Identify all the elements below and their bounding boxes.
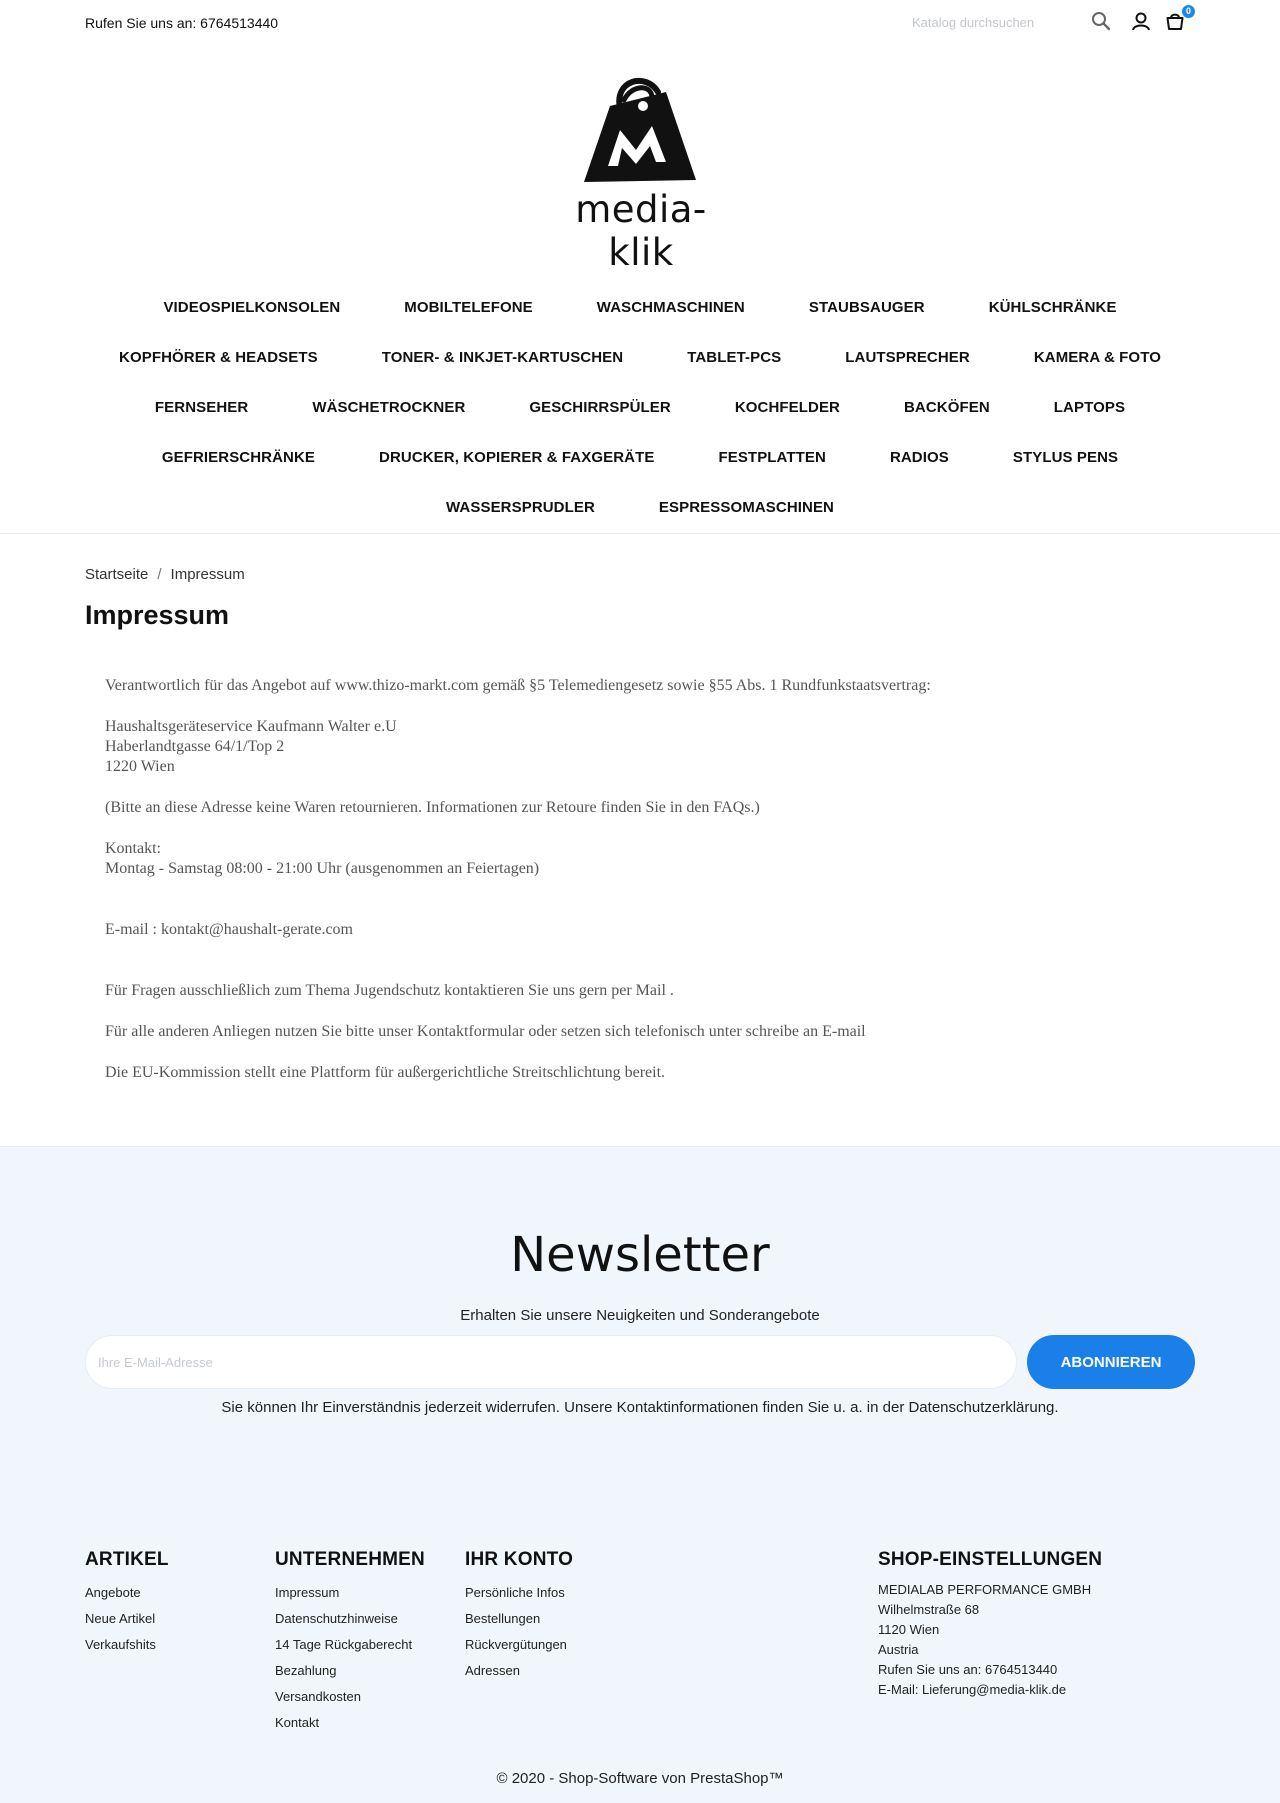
footer-link-versandkosten[interactable]: Versandkosten [275, 1689, 362, 1704]
nav-item-radios[interactable]: RADIOS [889, 448, 949, 466]
search-icon[interactable] [1088, 8, 1114, 34]
shop-country: Austria [878, 1642, 919, 1657]
contact-phone: Rufen Sie uns an: 6764513440 [85, 15, 279, 31]
nav-item-waeschetrockner[interactable]: WÄSCHETROCKNER [312, 398, 466, 416]
shop-city: 1120 Wien [878, 1622, 940, 1637]
content-line: Haberlandtgasse 64/1/Top 2 [105, 738, 285, 755]
nav-item-stylus-pens[interactable]: STYLUS PENS [1012, 448, 1119, 466]
newsletter-email-input[interactable] [85, 1335, 1017, 1389]
nav-item-drucker-kopierer-faxgeraete[interactable]: DRUCKER, KOPIERER & FAXGERÄTE [379, 448, 655, 466]
footer-link-neue-artikel[interactable]: Neue Artikel [85, 1611, 156, 1626]
shop-email: E-Mail: Lieferung@media-klik.de [878, 1682, 1067, 1697]
nav-row [0, 482, 1280, 532]
footer-link-bezahlung[interactable]: Bezahlung [275, 1663, 337, 1678]
nav-item-mobiltelefone[interactable]: MOBILTELEFONE [404, 298, 533, 316]
content-line: Verantwortlich für das Angebot auf www.thizo-markt.com gemäß §5 Telemediengesetz sowie §55 Abs. 1 Rundfunkstaatsvertrag: [105, 677, 931, 694]
footer [0, 1501, 1280, 1803]
footer-column-shop-einstellungen [878, 1549, 1102, 1700]
nav-item-videospielkonsolen[interactable]: VIDEOSPIELKONSOLEN [163, 298, 341, 316]
footer-link-persoenliche-infos[interactable]: Persönliche Infos [465, 1585, 565, 1600]
nav-item-kopfhoerer-headsets[interactable]: KOPFHÖRER & HEADSETS [119, 348, 318, 366]
user-account-icon[interactable] [1128, 8, 1154, 34]
footer-column-ihr-konto [465, 1549, 573, 1684]
cart-count-badge: 0 [1182, 5, 1195, 18]
content-line: Für alle anderen Anliegen nutzen Sie bitte unser Kontaktformular oder setzen sich telefonisch unter schreibe an E-mail [105, 1023, 866, 1040]
nav-item-tablet-pcs[interactable]: TABLET-PCS [687, 348, 782, 366]
nav-item-wassersprudler[interactable]: WASSERSPRUDLER [446, 498, 595, 516]
content-line: Kontakt: [105, 840, 161, 857]
nav-item-kamera-foto[interactable]: KAMERA & FOTO [1033, 348, 1161, 366]
nav-item-fernseher[interactable]: FERNSEHER [154, 398, 249, 416]
main-navigation [0, 282, 1280, 532]
footer-heading: ARTIKEL [85, 1549, 169, 1570]
page-title: Impressum [85, 600, 230, 630]
breadcrumb [85, 566, 245, 583]
nav-item-kochfelder[interactable]: KOCHFELDER [734, 398, 840, 416]
nav-item-geschirrspueler[interactable]: GESCHIRRSPÜLER [529, 398, 671, 416]
content-line: Für Fragen ausschließlich zum Thema Jugendschutz kontaktieren Sie uns gern per Mail . [105, 982, 674, 999]
breadcrumb-home-link[interactable]: Startseite [85, 566, 149, 583]
footer-link-impressum[interactable]: Impressum [275, 1585, 340, 1600]
top-bar [0, 0, 1280, 46]
shop-company-name: MEDIALAB PERFORMANCE GMBH [878, 1582, 1092, 1597]
footer-link-rueckverguetungen[interactable]: Rückvergütungen [465, 1637, 567, 1652]
nav-row [0, 282, 1280, 332]
nav-item-espressomaschinen[interactable]: ESPRESSOMASCHINEN [658, 498, 834, 516]
shopping-bag-logo-icon [548, 70, 734, 190]
footer-column-unternehmen [275, 1549, 425, 1736]
footer-link-rueckgaberecht[interactable]: 14 Tage Rückgaberecht [275, 1637, 413, 1652]
search-input[interactable] [912, 10, 1062, 34]
shop-phone: Rufen Sie uns an: 6764513440 [878, 1662, 1058, 1677]
footer-link-kontakt[interactable]: Kontakt [275, 1715, 320, 1730]
shop-street: Wilhelmstraße 68 [878, 1602, 980, 1617]
newsletter-title: Newsletter [510, 1227, 770, 1283]
content-line: 1220 Wien [105, 758, 175, 775]
nav-row [0, 332, 1280, 382]
content-line: E-mail : kontakt@haushalt-gerate.com [105, 921, 353, 938]
newsletter-subtitle: Erhalten Sie unsere Neuigkeiten und Sonderangebote [460, 1307, 820, 1324]
newsletter-consent-text: Sie können Ihr Einverständnis jederzeit widerrufen. Unsere Kontaktinformationen finden Sie u. a. in der Datenschutzerklärung. [221, 1399, 1059, 1416]
nav-item-toner-inkjet-kartuschen[interactable]: TONER- & INKJET-KARTUSCHEN [381, 348, 624, 366]
content-line: (Bitte an diese Adresse keine Waren retournieren. Informationen zur Retoure finden Sie in den FAQs.) [105, 799, 760, 816]
footer-link-adressen[interactable]: Adressen [465, 1663, 520, 1678]
content-line: Die EU-Kommission stellt eine Plattform für außergerichtliche Streitschlichtung bereit. [105, 1064, 666, 1081]
content-line: Haushaltsgeräteservice Kaufmann Walter e.U [105, 718, 397, 735]
nav-item-waschmaschinen[interactable]: WASCHMASCHINEN [596, 298, 745, 316]
copyright: © 2020 - Shop-Software von PrestaShop™ [496, 1770, 784, 1787]
subscribe-button[interactable]: ABONNIEREN [1027, 1335, 1195, 1389]
nav-row [0, 432, 1280, 482]
site-logo[interactable] [548, 70, 734, 274]
footer-heading: UNTERNEHMEN [275, 1549, 425, 1570]
nav-item-laptops[interactable]: LAPTOPS [1053, 398, 1126, 416]
footer-heading: IHR KONTO [465, 1549, 574, 1570]
footer-link-datenschutzhinweise[interactable]: Datenschutzhinweise [275, 1611, 398, 1626]
nav-item-kuehlschraenke[interactable]: KÜHLSCHRÄNKE [988, 298, 1117, 316]
logo-wordmark: media-klik [575, 188, 707, 274]
footer-link-bestellungen[interactable]: Bestellungen [465, 1611, 541, 1626]
breadcrumb-current: Impressum [170, 566, 245, 583]
nav-item-gefrierschraenke[interactable]: GEFRIERSCHRÄNKE [161, 448, 316, 466]
nav-item-backoefen[interactable]: BACKÖFEN [903, 398, 990, 416]
divider [0, 533, 1280, 534]
breadcrumb-separator: / [157, 566, 162, 583]
footer-column-artikel [85, 1549, 169, 1658]
newsletter-section [0, 1146, 1280, 1501]
content-line: Montag - Samstag 08:00 - 21:00 Uhr (ausgenommen an Feiertagen) [105, 860, 540, 877]
footer-link-verkaufshits[interactable]: Verkaufshits [85, 1637, 156, 1652]
nav-item-staubsauger[interactable]: STAUBSAUGER [808, 298, 925, 316]
nav-row [0, 382, 1280, 432]
nav-item-lautsprecher[interactable]: LAUTSPRECHER [845, 348, 970, 366]
footer-heading: SHOP-EINSTELLUNGEN [878, 1549, 1103, 1570]
footer-link-angebote[interactable]: Angebote [85, 1585, 141, 1600]
nav-item-festplatten[interactable]: FESTPLATTEN [718, 448, 826, 466]
